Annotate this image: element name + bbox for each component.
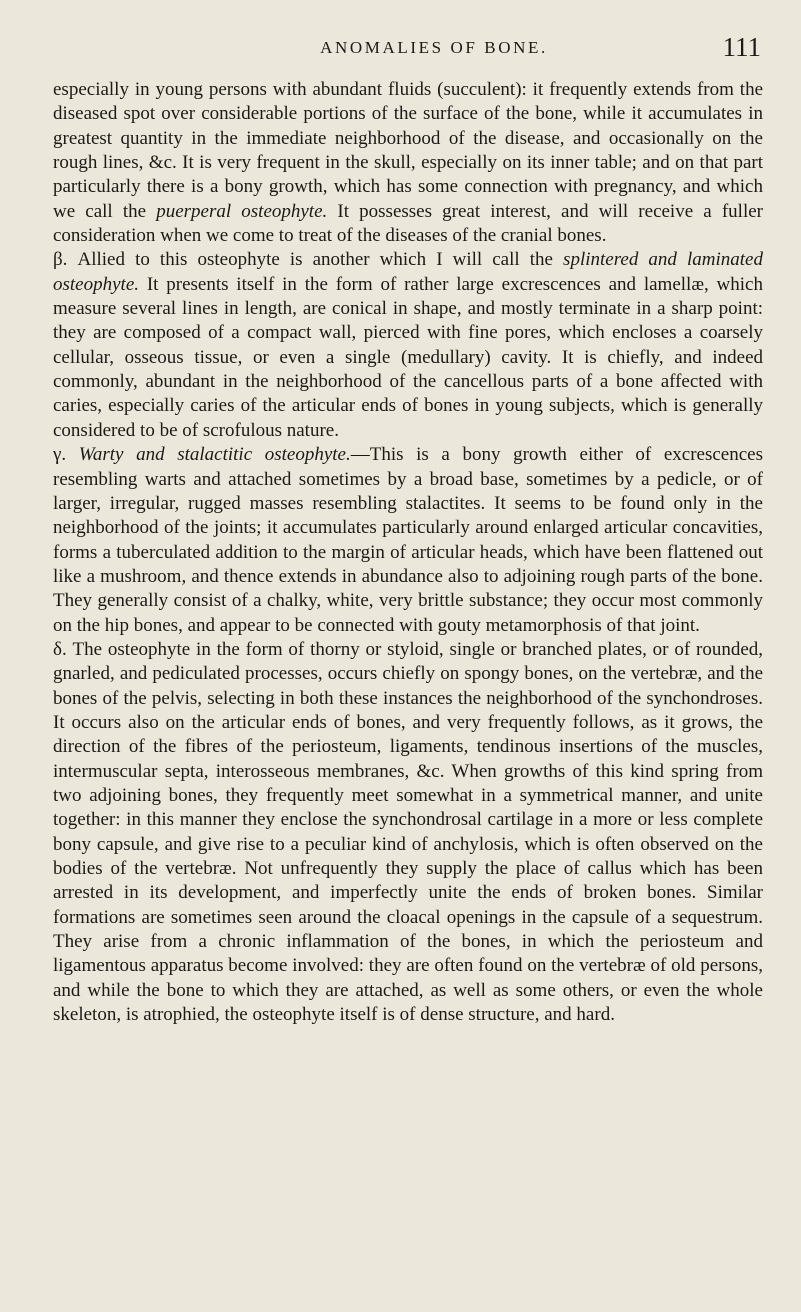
paragraph-gamma-marker: γ. xyxy=(53,444,79,466)
paragraph-gamma-text: —This is a bony growth either of excrescences resembling warts and attached sometimes by a broad base, sometimes by a pedicle, or of larger, irregular, rugged masses resembling stalactites. It seems to be found only in the neighborhood of the joints; it accumulates particularly around enlarged articular concavities, forms a tuberculated addition to the margin of articular heads, which have been flattened out like a mushroom, and thence extends in abundance also to adjoining rough parts of the bone. They generally consist of a chalky, white, very brittle substance; they occur most commonly on the hip bones, and appear to be connected with gouty metamorphosis of that joint. xyxy=(53,444,764,636)
paragraph-beta-text-a: β. Allied to this osteophyte is another which I will call the xyxy=(53,249,564,271)
splintered-osteophyte-term: splintered and laminated osteophyte. xyxy=(53,249,763,295)
paragraph-1-continued xyxy=(53,78,763,248)
page-number: 111 xyxy=(722,32,761,62)
body-text xyxy=(53,78,763,1027)
running-title: ANOMALIES OF BONE. xyxy=(320,38,548,57)
warty-osteophyte-term: Warty and stalactitic osteophyte. xyxy=(78,444,351,466)
puerperal-osteophyte-term: puerperal osteophyte. xyxy=(156,200,328,222)
paragraph-delta-text: δ. The osteophyte in the form of thorny or styloid, single or branched plates, or of rounded, gnarled, and pediculated processes, occurs chiefly on spongy bones, on the vertebræ, and the bones of the pelvis, selecting in both these instances the neighborhood of the synchondroses. It occurs also on the articular ends of bones, and very frequently follows, as it grows, the direction of the fibres of the periosteum, ligaments, tendinous insertions of the muscles, intermuscular septa, interosseous membranes, &c. When growths of this kind spring from two adjoining bones, they frequently meet somewhat in a symmetrical manner, and unite together: in this manner they enclose the synchondrosal cartilage in a more or less complete bony capsule, and give rise to a peculiar kind of anchylosis, which is often observed on the bodies of the vertebræ. Not unfrequently they supply the place of callus which has been arrested in its development, and imperfectly unite the ends of broken bones. Similar formations are sometimes seen around the cloacal openings in the capsule of a sequestrum. They arise from a chronic inflammation of the bones, in which the periosteum and ligamentous apparatus become involved: they are often found on the vertebræ of old persons, and while the bone to which they are attached, as well as some others, or even the whole skeleton, is atrophied, the osteophyte itself is of dense structure, and hard. xyxy=(53,638,763,1026)
paragraph-gamma xyxy=(53,443,763,638)
paragraph-beta-text-b: It presents itself in the form of rather large excrescences and lamellæ, which measure several lines in length, are conical in shape, and mostly terminate in a sharp point: they are composed of a compact wall, pierced with fine pores, which encloses a coarsely cellular, osseous tissue, or even a single (medullary) cavity. It is chiefly, and indeed commonly, abundant in the neighborhood of the cancellous parts of a bone affected with caries, especially caries of the articular ends of bones in young subjects, which is generally considered to be of scrofulous nature. xyxy=(53,273,763,441)
paragraph-1-text-a: especially in young persons with abundant fluids (succulent): it frequently extends from the diseased spot over considerable portions of the surface of the bone, while it accumulates in greatest quantity in the immediate neighborhood of the disease, and occasionally on the rough lines, &c. It is very frequent in the skull, especially on its inner table; and on that part particularly there is a bony growth, which has some connection with pregnancy, and which we call the xyxy=(53,79,763,222)
paragraph-delta xyxy=(53,638,763,1028)
paragraph-beta xyxy=(53,248,763,443)
paragraph-1-text-b: It possesses great interest, and will receive a fuller consideration when we come to treat of the diseases of the cranial bones. xyxy=(53,200,763,247)
running-head xyxy=(53,32,763,78)
